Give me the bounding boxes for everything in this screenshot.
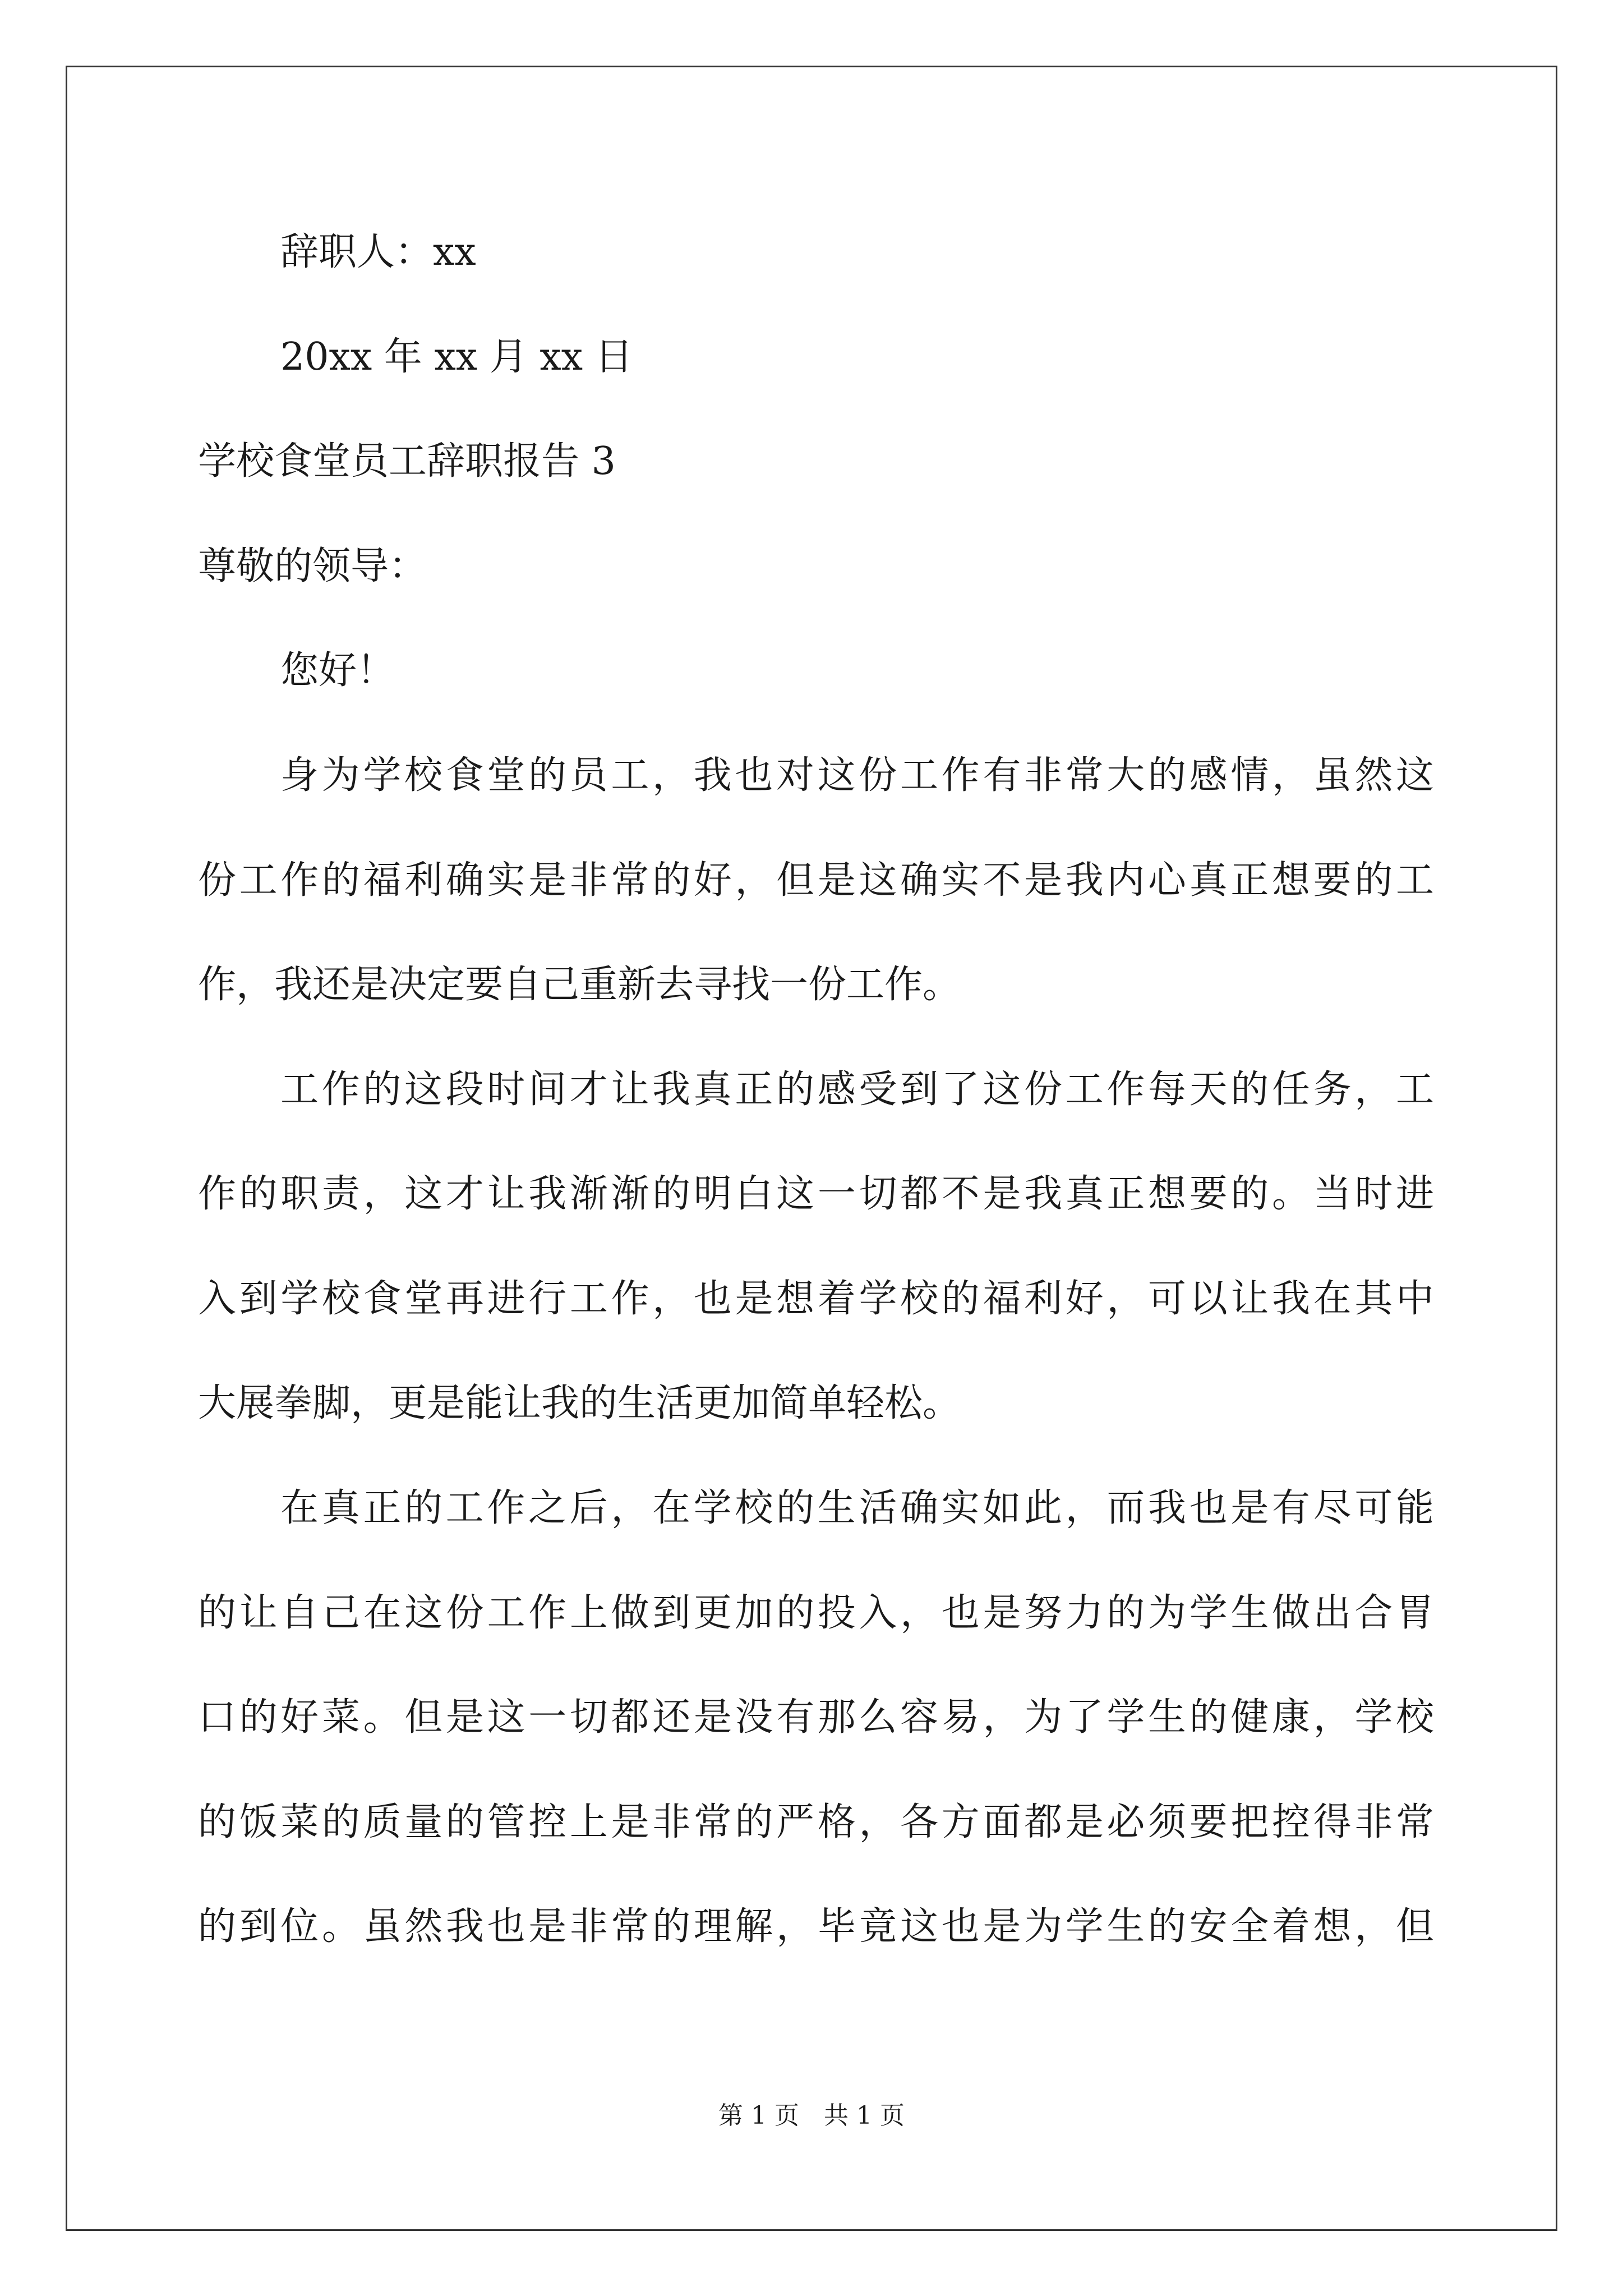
paragraph-line: 工作的这段时间才让我真正的感受到了这份工作每天的任务，工: [280, 1068, 1434, 1112]
greeting: 您好！: [280, 648, 395, 693]
paragraph-line: 口的好菜。但是这一切都还是没有那么容易，为了学生的健康，学校: [198, 1695, 1434, 1740]
salutation: 尊敬的领导：: [198, 544, 427, 588]
paragraph-line: 身为学校食堂的员工，我也对这份工作有非常大的感情，虽然这: [280, 753, 1434, 798]
date-line: 20xx 年 xx 月 xx 日: [280, 335, 633, 379]
paragraph-line: 的让自己在这份工作上做到更加的投入，也是努力的为学生做出合胃: [198, 1591, 1434, 1635]
paragraph-line: 份工作的福利确实是非常的好，但是这确实不是我内心真正想要的工: [198, 858, 1434, 903]
paragraph-line: 作，我还是决定要自己重新去寻找一份工作。: [198, 963, 961, 1007]
paragraph-line: 入到学校食堂再进行工作，也是想着学校的福利好，可以让我在其中: [198, 1277, 1434, 1321]
resigner-line: 辞职人：xx: [280, 230, 476, 274]
paragraph-line: 作的职责，这才让我渐渐的明白这一切都不是我真正想要的。当时进: [198, 1172, 1434, 1216]
paragraph-line: 的饭菜的质量的管控上是非常的严格，各方面都是必须要把控得非常: [198, 1800, 1434, 1844]
paragraph-line: 的到位。虽然我也是非常的理解，毕竟这也是为学生的安全着想，但: [198, 1904, 1434, 1949]
page-footer: 第 1 页 共 1 页: [718, 2101, 905, 2130]
paragraph-line: 在真正的工作之后，在学校的生活确实如此，而我也是有尽可能: [280, 1486, 1434, 1530]
section-title: 学校食堂员工辞职报告 3: [198, 439, 616, 484]
paragraph-line: 大展拳脚，更是能让我的生活更加简单轻松。: [198, 1381, 961, 1425]
